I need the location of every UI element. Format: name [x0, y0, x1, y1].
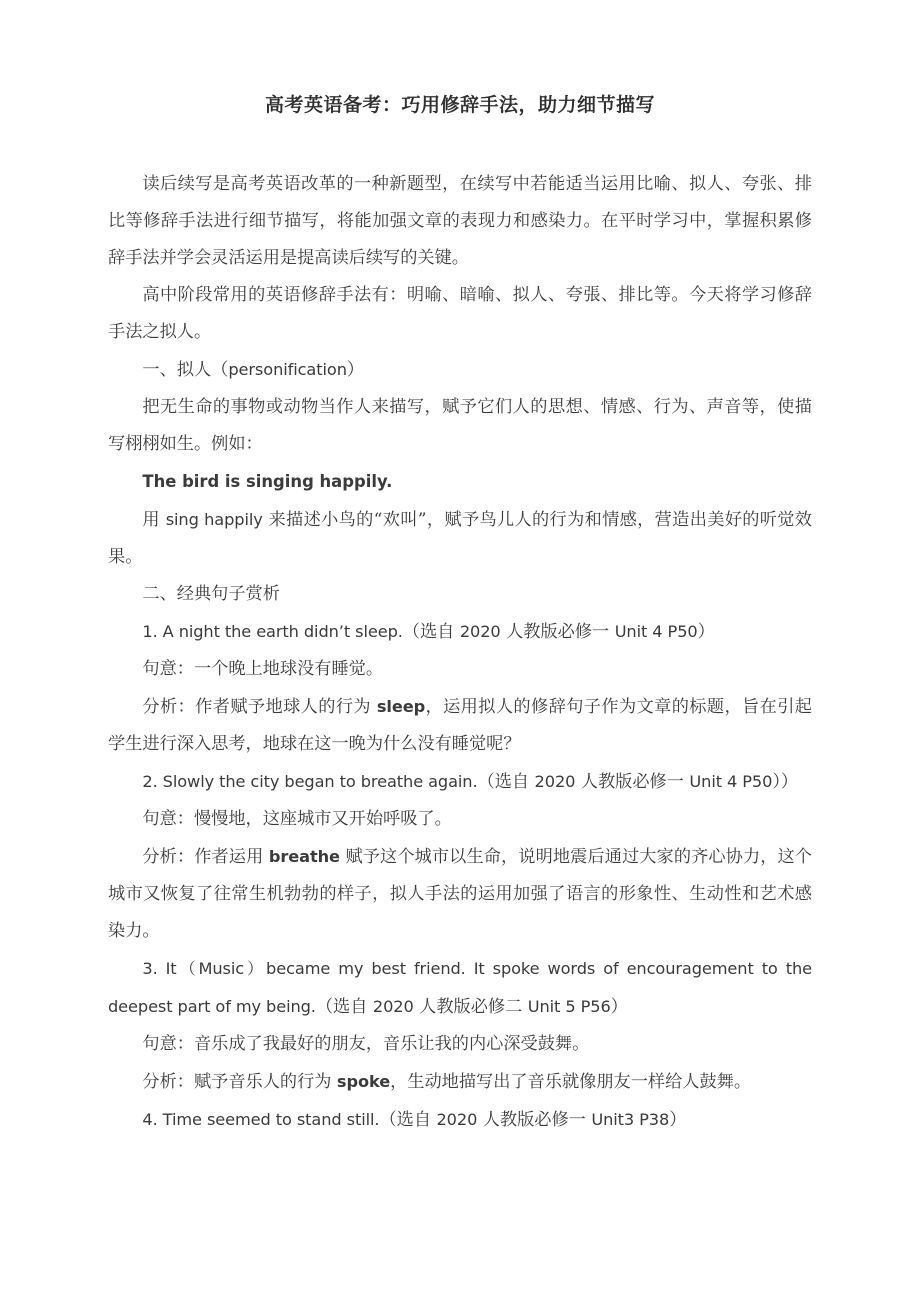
paragraph-common-devices-run-0: 高中阶段常用的英语修辞手法有：明喻、暗喻、拟人、夸張、排比等。今天将学习修辞手法之拟人。: [108, 285, 812, 342]
example-item-2-run-0: 2. Slowly the city began to breathe again.: [142, 772, 478, 791]
item-3-meaning-run-0: 句意：音乐成了我最好的朋友，音乐让我的内心深受鼓舞。: [142, 1034, 590, 1054]
section-heading-classic-sentences: [108, 576, 812, 613]
paragraph-example-analysis-run-2: 来描述小鸟的“欢叫”，赋予鸟儿人的行为和情感，营造出美好的听觉效果。: [108, 510, 812, 567]
example-item-3-run-5: ）: [610, 997, 628, 1017]
example-item-1-run-4: Unit 4 P50: [614, 622, 698, 641]
paragraph-intro: [108, 166, 812, 277]
example-item-2: [108, 763, 812, 801]
paragraph-definition-run-0: 把无生命的事物或动物当作人来描写，赋予它们人的思想、情感、行为、声音等，使描写栩栩如生。例如：: [108, 397, 812, 454]
example-item-3: [108, 950, 812, 1026]
item-3-meaning: [108, 1026, 812, 1063]
item-2-meaning-run-0: 句意：慢慢地，这座城市又开始呼吸了。: [142, 809, 452, 829]
item-1-analysis-run-1: sleep: [376, 697, 426, 716]
section-heading-personification-run-1: personification: [228, 360, 347, 379]
example-item-2-run-5: ））: [772, 772, 799, 792]
example-sentence-bird-run-0: The bird is singing happily.: [142, 472, 393, 491]
item-2-analysis-run-2: 赋予这个城市以生命，说明地震后通过大家的齐心协力，这个城市又恢复了往常生机勃勃的样子，拟人手法的运用加强了语言的形象性、生动性和艺术感染力。: [108, 847, 812, 941]
example-item-2-run-4: Unit 4 P50: [689, 772, 773, 791]
paragraph-intro-run-0: 读后续写是高考英语改革的一种新题型，在续写中若能适当运用比喻、拟人、夸张、排比等修辞手法进行细节描写，将能加强文章的表现力和感染力。在平时学习中，掌握积累修辞手法并学会灵活运用是提高读后续写的关键。: [108, 174, 812, 268]
example-item-4-run-2: 2020: [436, 1110, 478, 1129]
paragraph-example-analysis-run-0: 用: [142, 510, 166, 530]
section-heading-personification: [108, 351, 812, 389]
example-item-4-run-5: ）: [669, 1110, 687, 1130]
item-1-analysis: [108, 688, 812, 763]
paragraph-common-devices: [108, 277, 812, 351]
item-2-meaning: [108, 801, 812, 838]
example-item-1-run-5: ）: [697, 622, 715, 642]
example-item-4: [108, 1101, 812, 1139]
example-item-4-run-0: 4. Time seemed to stand still.: [142, 1110, 380, 1129]
example-item-1: [108, 613, 812, 651]
item-2-analysis: [108, 838, 812, 950]
example-item-3-run-1: （选自: [315, 997, 373, 1017]
section-heading-classic-sentences-run-0: 二、经典句子赏析: [142, 584, 280, 604]
paragraph-example-analysis-run-1: sing happily: [165, 510, 263, 529]
item-3-analysis-run-0: 分析：赋予音乐人的行为: [142, 1072, 337, 1092]
item-1-analysis-run-2: ，运用拟人的修辞句子作为文章的标题，旨在引起学生进行深入思考，地球在这一晚为什么没有睡觉呢？: [108, 697, 812, 754]
example-item-1-run-3: 人教版必修一: [500, 622, 615, 642]
example-item-3-run-3: 人教版必修二: [413, 997, 528, 1017]
example-item-1-run-1: （选自: [402, 622, 460, 642]
page-title: 高考英语备考：巧用修辞手法，助力细节描写: [264, 94, 655, 116]
example-item-4-run-4: Unit3 P38: [591, 1110, 670, 1129]
paragraph-definition: [108, 389, 812, 463]
section-heading-personification-run-0: 一、拟人（: [142, 360, 229, 380]
example-item-3-run-4: Unit 5 P56: [527, 997, 611, 1016]
example-item-3-run-2: 2020: [372, 997, 414, 1016]
section-heading-personification-run-2: ）: [346, 360, 365, 380]
item-2-analysis-run-0: 分析：作者运用: [142, 847, 269, 867]
example-item-4-run-1: （选自: [379, 1110, 437, 1130]
example-item-1-run-0: 1. A night the earth didn’t sleep.: [142, 622, 403, 641]
example-item-4-run-3: 人教版必修一: [477, 1110, 592, 1130]
item-3-analysis-run-2: ，生动地描写出了音乐就像朋友一样给人鼓舞。: [390, 1072, 752, 1092]
example-sentence-bird: [108, 463, 812, 501]
paragraph-example-analysis: [108, 501, 812, 576]
example-item-3-run-0: 3. It（Music）became my best friend. It spoke words of encouragement to the deepest part of my being.: [108, 959, 812, 1016]
example-item-2-run-1: （选自: [477, 772, 535, 792]
item-2-analysis-run-1: breathe: [268, 847, 340, 866]
item-3-analysis-run-1: spoke: [336, 1072, 391, 1091]
example-item-1-run-2: 2020: [459, 622, 501, 641]
item-1-meaning: [108, 651, 812, 688]
item-3-analysis: [108, 1063, 812, 1101]
document-body: [108, 166, 812, 1139]
example-item-2-run-2: 2020: [534, 772, 576, 791]
item-1-analysis-run-0: 分析：作者赋予地球人的行为: [142, 697, 377, 717]
example-item-2-run-3: 人教版必修一: [575, 772, 690, 792]
item-1-meaning-run-0: 句意：一个晚上地球没有睡觉。: [142, 659, 384, 679]
